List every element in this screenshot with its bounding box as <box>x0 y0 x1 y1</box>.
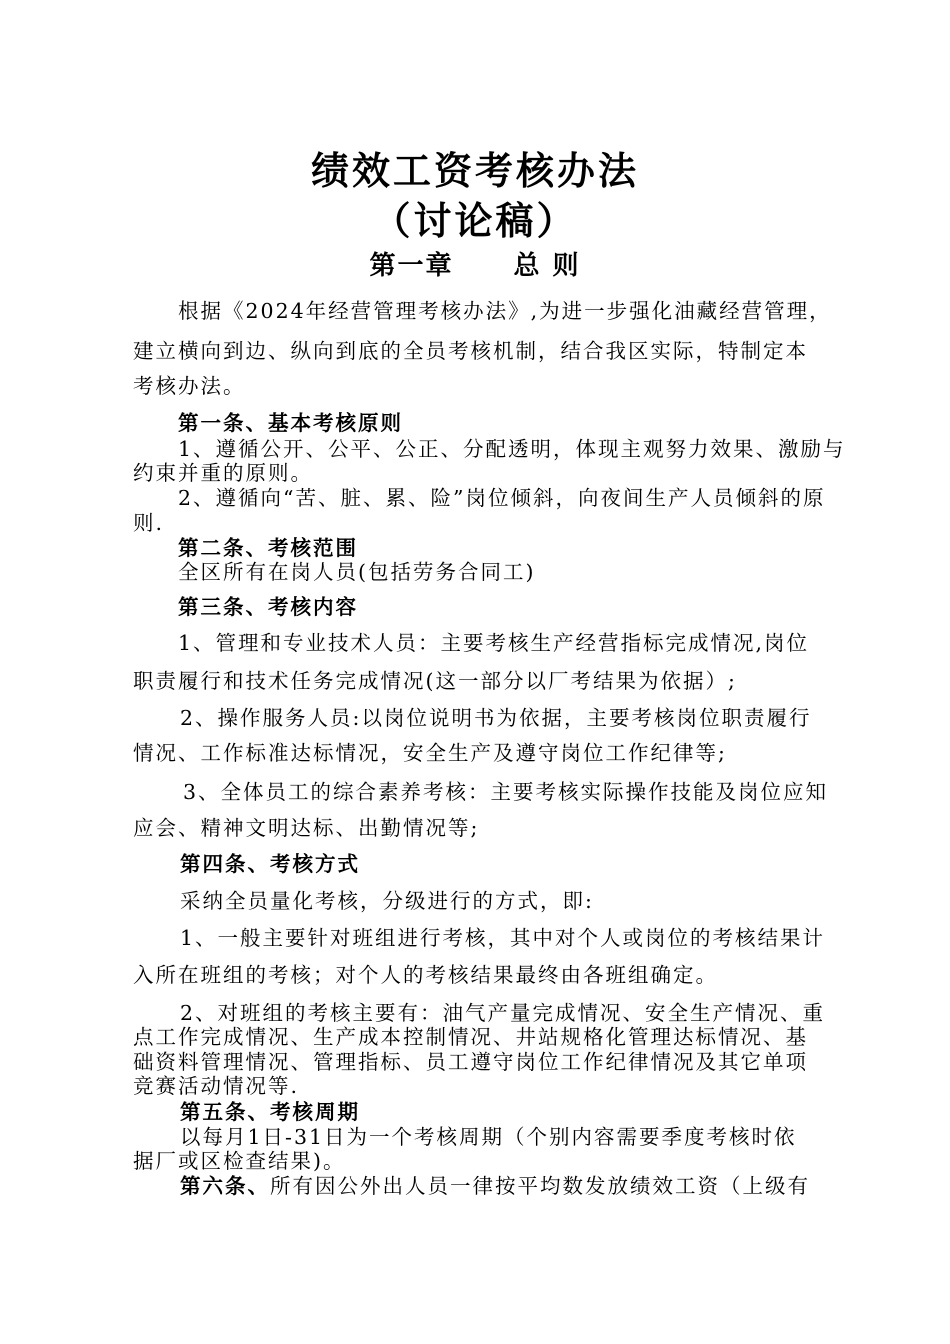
body-line: 职责履行和技术任务完成情况(这一部分以厂考结果为依据）; <box>133 669 737 693</box>
article-text: 所有因公外出人员一律按平均数发放绩效工资（上级有 <box>270 1174 810 1198</box>
body-line: 础资料管理情况、管理指标、员工遵守岗位工作纪律情况及其它单项 <box>133 1050 808 1074</box>
body-line: 根据《2024年经营管理考核办法》,为进一步强化油藏经营管理， <box>178 299 832 323</box>
article-heading: 第五条、考核周期 <box>180 1100 360 1124</box>
article-heading: 第一条、基本考核原则 <box>178 411 403 435</box>
article-heading: 第四条、考核方式 <box>180 852 360 876</box>
article-heading: 第六条、 <box>180 1174 270 1198</box>
body-line: 全区所有在岗人员(包括劳务合同工) <box>178 560 536 584</box>
chapter-number: 第一章 <box>369 251 454 281</box>
body-line <box>180 1173 885 1199</box>
body-line: 约束并重的原则。 <box>133 461 313 485</box>
body-line: 情况、工作标准达标情况，安全生产及遵守岗位工作纪律等; <box>133 741 727 765</box>
body-line: 考核办法。 <box>133 374 246 398</box>
body-line: 3、全体员工的综合素养考核：主要考核实际操作技能及岗位应知 <box>183 780 829 804</box>
body-line: 1、一般主要针对班组进行考核，其中对个人或岗位的考核结果计 <box>180 926 826 950</box>
body-line: 2、对班组的考核主要有：油气产量完成情况、安全生产情况、重 <box>180 1001 826 1025</box>
chapter-heading <box>0 245 950 282</box>
body-line: 1、遵循公开、公平、公正、分配透明，体现主观努力效果、激励与 <box>178 437 846 461</box>
body-line: 2、操作服务人员:以岗位说明书为依据，主要考核岗位职责履行 <box>180 706 812 730</box>
body-line: 建立横向到边、纵向到底的全员考核机制，结合我区实际，特制定本 <box>133 339 808 363</box>
body-line: 竞赛活动情况等. <box>133 1074 300 1098</box>
chapter-name: 总 则 <box>513 251 581 281</box>
body-line: 以每月1日-31日为一个考核周期（个别内容需要季度考核时依 <box>180 1125 797 1149</box>
article-heading: 第二条、考核范围 <box>178 536 358 560</box>
body-line: 据厂或区检查结果)。 <box>133 1149 346 1173</box>
body-line: 应会、精神文明达标、出勤情况等; <box>133 816 480 840</box>
document-title: 绩效工资考核办法 <box>310 148 639 193</box>
document-subtitle: （讨论稿） <box>372 198 578 243</box>
body-line: 入所在班组的考核；对个人的考核结果最终由各班组确定。 <box>133 963 718 987</box>
body-line: 则. <box>133 511 165 535</box>
body-line: 采纳全员量化考核，分级进行的方式，即: <box>180 889 594 913</box>
body-line: 点工作完成情况、生产成本控制情况、井站规格化管理达标情况、基 <box>133 1025 808 1049</box>
body-line: 2、遵循向“苦、脏、累、险”岗位倾斜，向夜间生产人员倾斜的原 <box>178 486 826 510</box>
article-heading: 第三条、考核内容 <box>178 595 358 619</box>
body-line: 1、管理和专业技术人员：主要考核生产经营指标完成情况,岗位 <box>178 631 810 655</box>
